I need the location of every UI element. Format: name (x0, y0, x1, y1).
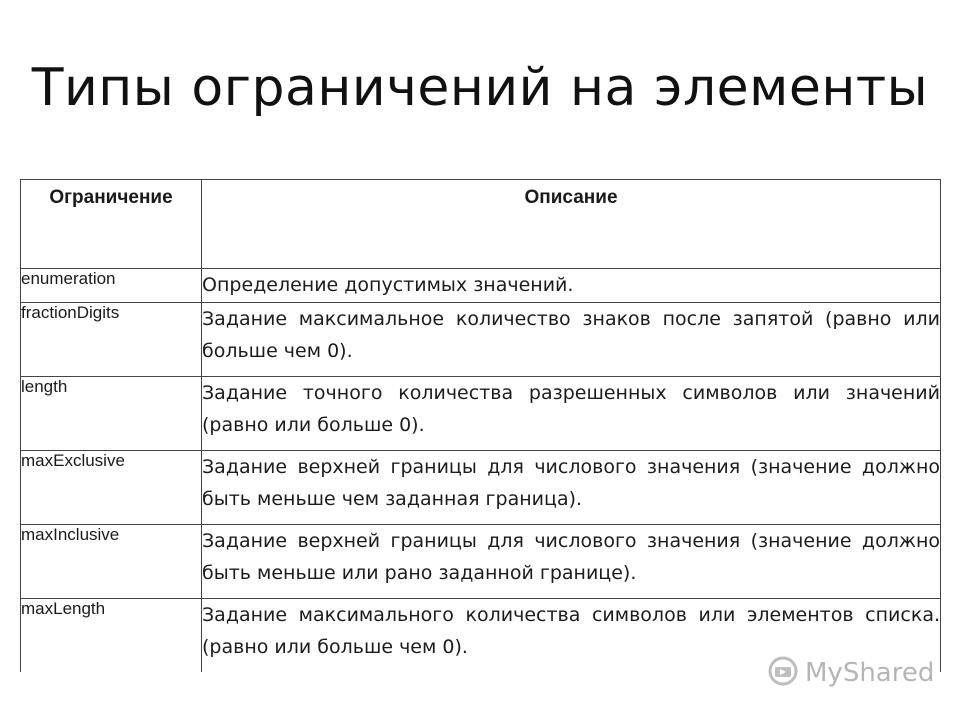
column-header-description: Описание (202, 180, 941, 269)
table-row (21, 525, 941, 599)
table-row (21, 303, 941, 377)
watermark-text: MyShared (805, 658, 935, 688)
constraint-name: fractionDigits (21, 303, 202, 377)
column-header-constraint: Ограничение (21, 180, 202, 269)
constraint-name: enumeration (21, 269, 202, 303)
constraint-description: Задание точного количества разрешенных символов или значений (равно или больше 0). (202, 377, 941, 451)
constraints-table (20, 179, 941, 672)
constraint-description: Задание верхней границы для числового значения (значение должно быть меньше чем заданная граница). (202, 451, 941, 525)
table-row (21, 269, 941, 303)
slide-title: Типы ограничений на элементы (31, 58, 929, 118)
table-row (21, 451, 941, 525)
table-row (21, 377, 941, 451)
constraint-description: Задание максимального количества символов или элементов списка. (равно или больше чем 0). (202, 599, 941, 673)
constraint-name: maxExclusive (21, 451, 202, 525)
constraint-name: maxInclusive (21, 525, 202, 599)
constraint-name: maxLength (21, 599, 202, 673)
myshared-logo-icon (767, 655, 799, 692)
constraint-name: length (21, 377, 202, 451)
constraint-description: Задание верхней границы для числового значения (значение должно быть меньше или рано заданной границе). (202, 525, 941, 599)
watermark (767, 655, 934, 691)
constraint-description: Задание максимальное количество знаков после запятой (равно или больше чем 0). (202, 303, 941, 377)
table-header-row (21, 180, 941, 269)
constraint-description: Определение допустимых значений. (202, 269, 941, 303)
